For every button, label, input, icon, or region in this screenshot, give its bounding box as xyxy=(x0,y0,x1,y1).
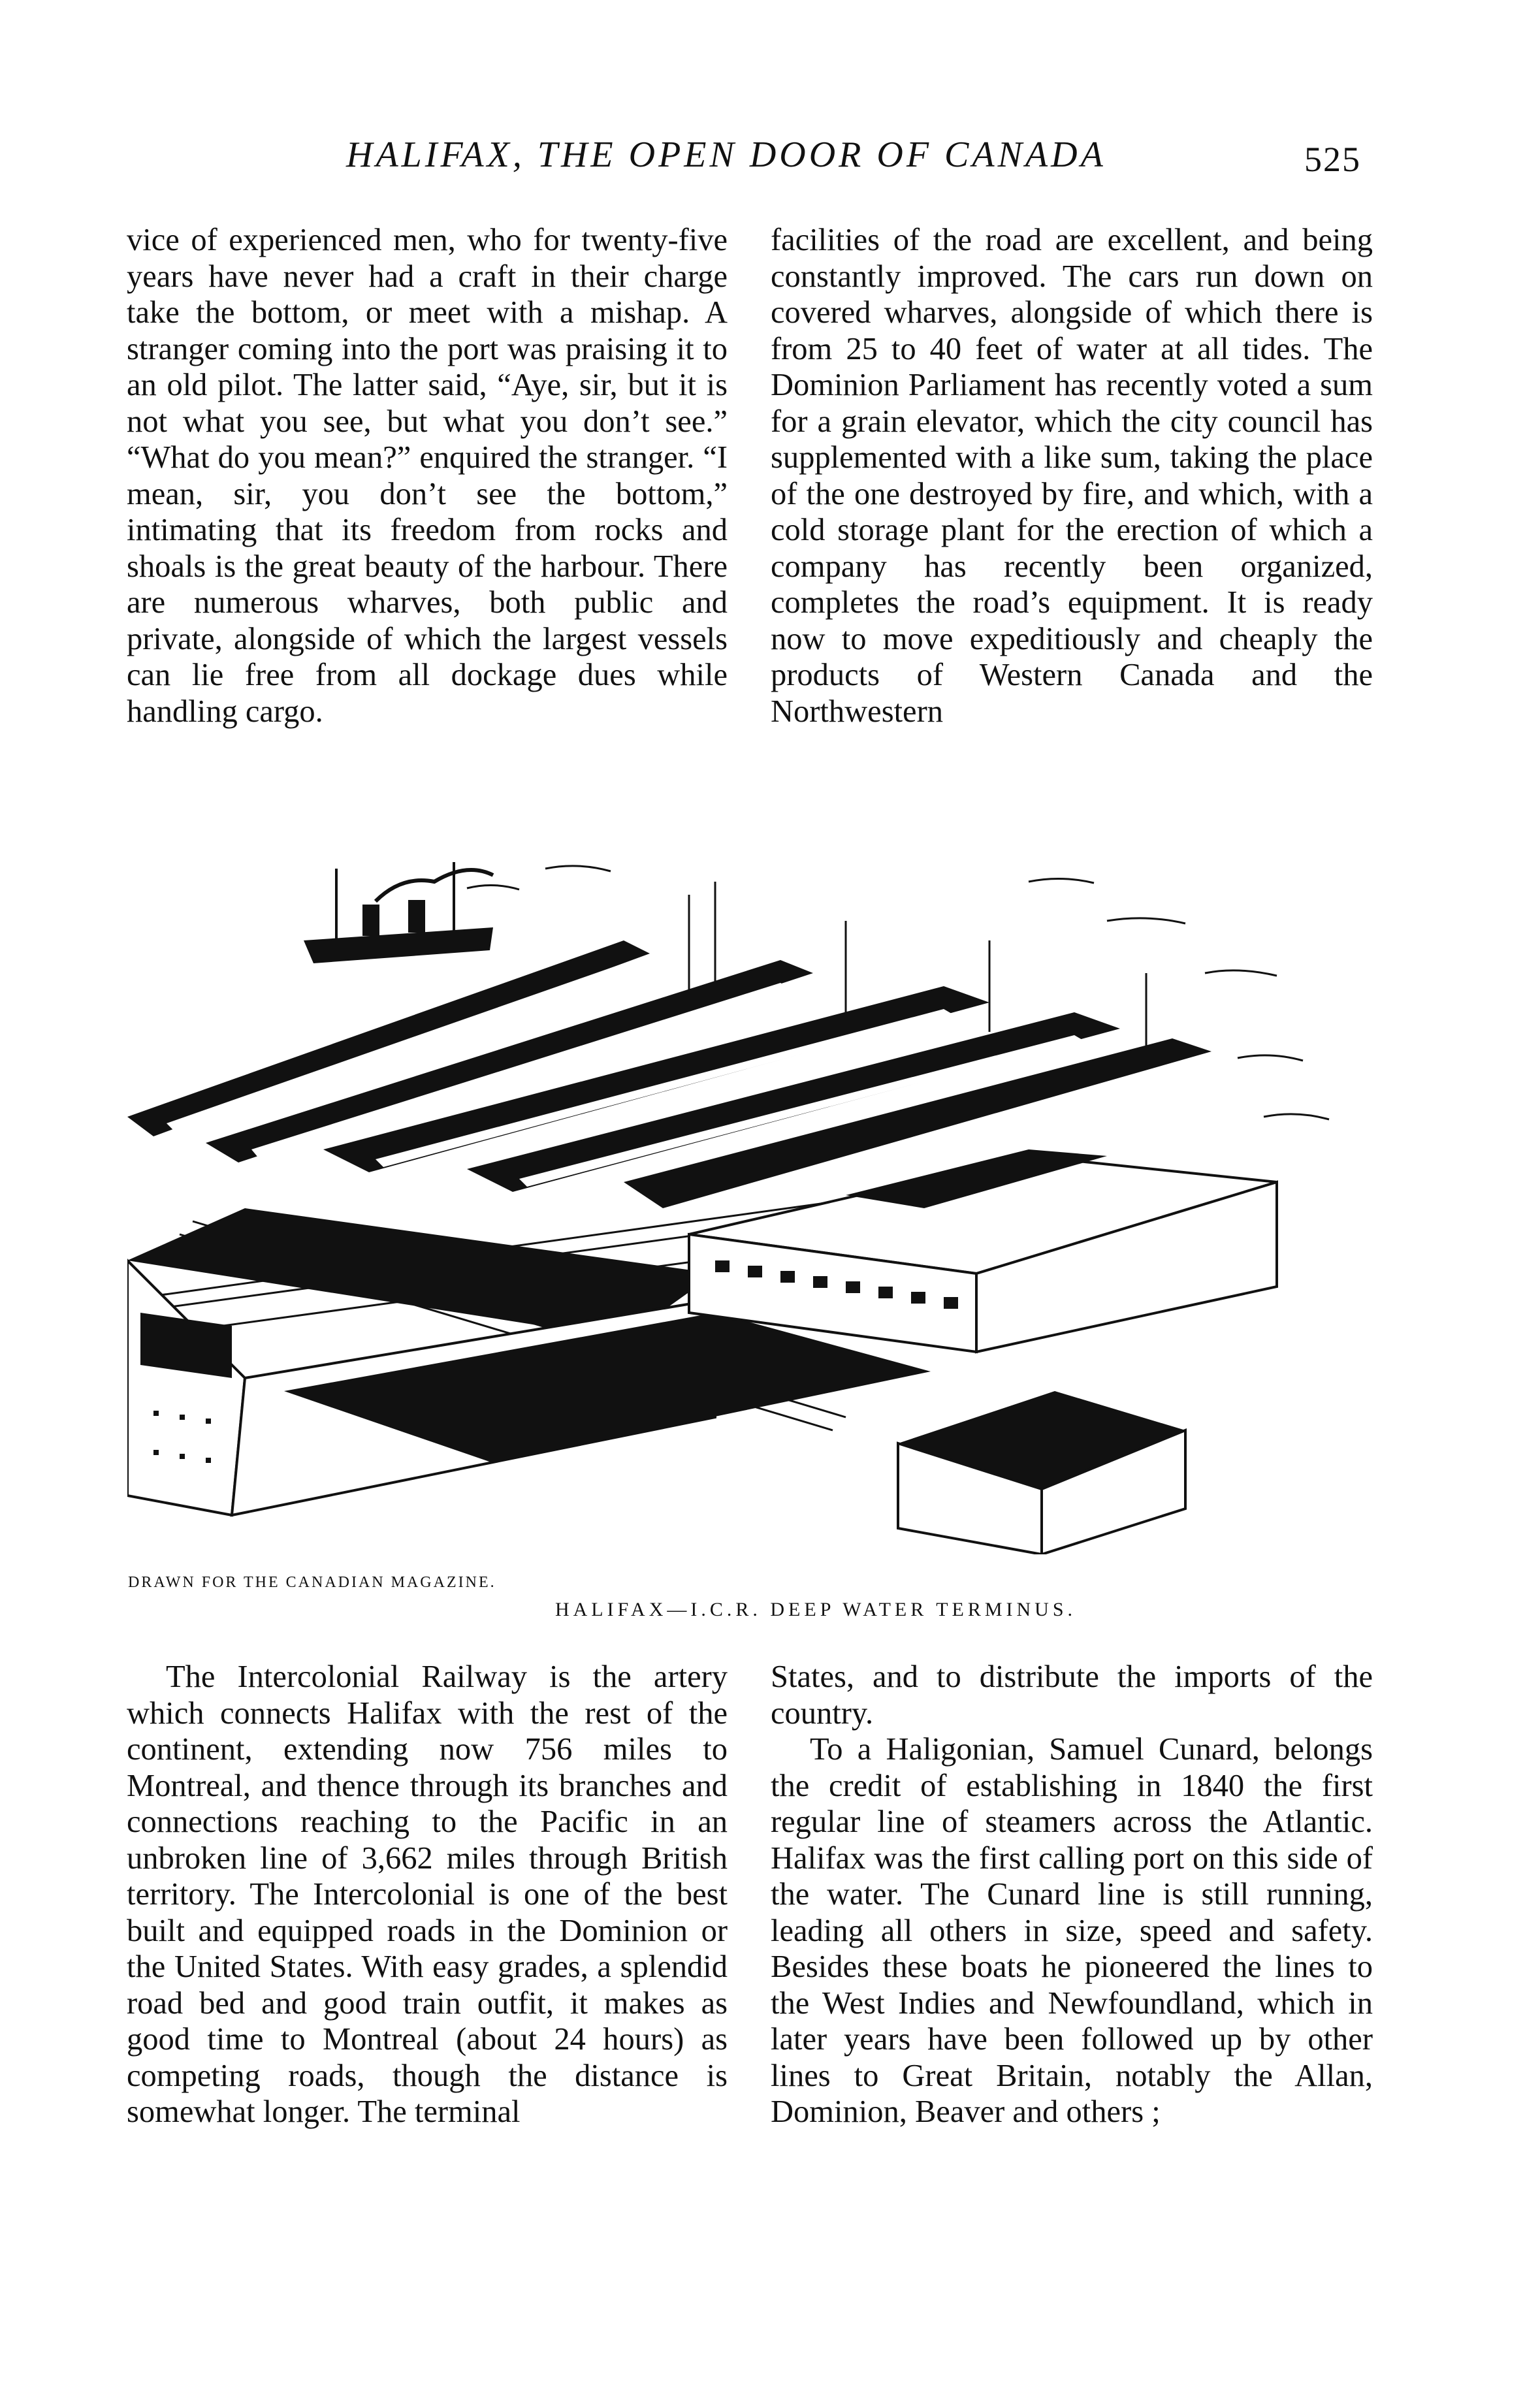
column-bottom-right xyxy=(771,1659,1373,2130)
page-header xyxy=(0,134,1540,193)
terminus-illustration xyxy=(127,842,1375,1554)
column-top-left xyxy=(127,222,728,730)
paragraph: facilities of the road are excellent, and being constantly improved. The cars run down on covered wharves, alongside of which there is from 25 to 40 feet of water at all tides. The Dominion Parliament has recently voted a sum for a grain elevator, which the city council has supplemented with a like sum, taking the place of the one destroyed by fire, and which, with a cold storage plant for the erection of which a company has recently been organized, completes the road’s equipment. It is ready now to move expeditiously and cheaply the products of Western Canada and the Northwestern xyxy=(771,223,1373,729)
terminus-drawing xyxy=(127,842,1375,1554)
page-number: 525 xyxy=(1304,140,1361,179)
paragraph: To a Haligonian, Samuel Cunard, belongs the credit of establishing in 1840 the first regular line of steamers across the Atlantic. Halifax was the first calling port on this side of the water. The Cunard line is still running, leading all others in size, speed and safety. Besides these boats he pioneered the lines to the West Indies and Newfoundland, which in later years have been followed up by other lines to Great Britain, notably the Allan, Dominion, Beaver and others ; xyxy=(771,1732,1373,2129)
warehouse-right xyxy=(689,1149,1277,1352)
figure-caption-text: HALIFAX—I.C.R. DEEP WATER TERMINUS. xyxy=(554,1599,1077,1620)
shed-lower-right xyxy=(898,1391,1185,1554)
paragraph: vice of experienced men, who for twenty-five years have never had a craft in their charge take the bottom, or meet with a mishap. A stranger coming into the port was praising it to an old pilot. The latter said, “Aye, sir, but it is not what you see, but what you don’t see.” “What do you mean?” enquired the stranger. “I mean, sir, you don’t see the bottom,” intimating that its freedom from rocks and shoals is the great beauty of the harbour. There are numerous wharves, both public and private, alongside of which the largest vessels can lie free from all dockage dues while handling cargo. xyxy=(127,223,728,729)
illustration-credit: DRAWN FOR THE CANADIAN MAGAZINE. xyxy=(128,1574,496,1591)
running-title: HALIFAX, THE OPEN DOOR OF CANADA xyxy=(346,135,1106,175)
steamer xyxy=(304,862,493,963)
column-top-right xyxy=(771,222,1373,730)
paragraph: The Intercolonial Railway is the artery which connects Halifax with the rest of the continent, extending now 756 miles to Montreal, and thence through its branches and connections reaching to the Pacific in an unbroken line of 3,662 miles through British territory. The Intercolonial is one of the best built and equipped roads in the Dominion or the United States. With easy grades, a splendid road bed and good train outfit, it makes as good time to Montreal (about 24 hours) as competing roads, though the distance is somewhat longer. The terminal xyxy=(127,1659,728,2129)
paragraph: States, and to distribute the imports of the country. xyxy=(771,1659,1373,1731)
column-bottom-left xyxy=(127,1659,728,2130)
figure-caption xyxy=(0,1599,1540,1621)
